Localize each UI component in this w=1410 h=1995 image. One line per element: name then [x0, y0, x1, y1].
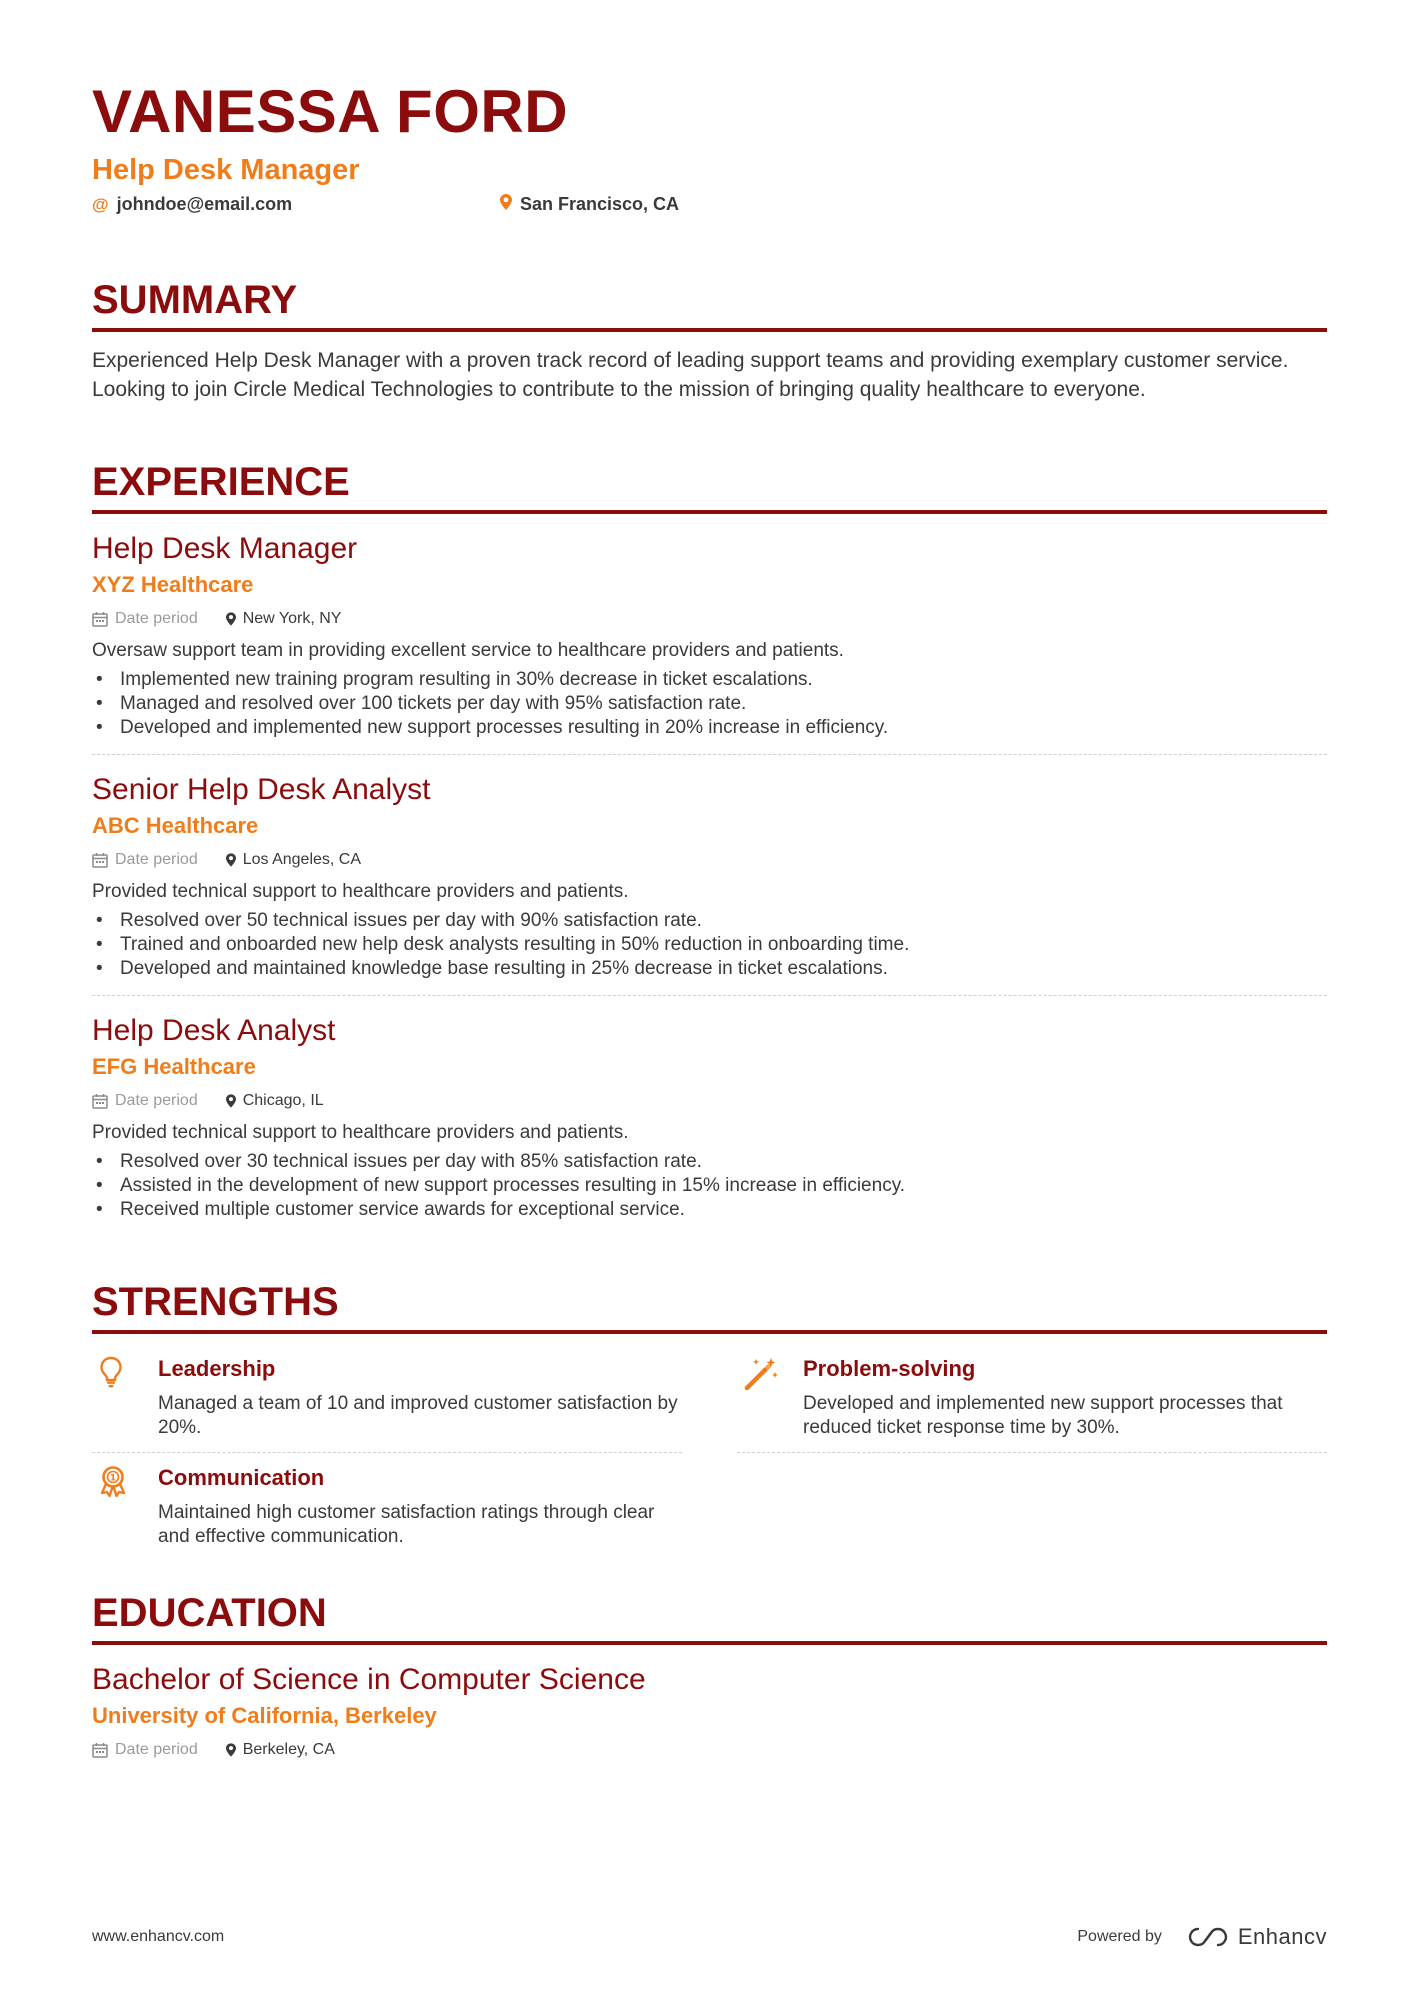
- strength-title: Problem-solving: [803, 1356, 976, 1381]
- list-item: • Developed and maintained knowledge base resulting in 25% decrease in ticket escalations.: [96, 958, 888, 979]
- enhancv-logo-icon: [1186, 1925, 1230, 1949]
- education-meta: [92, 1739, 1327, 1761]
- contact-row: [92, 190, 1327, 224]
- summary-text: Experienced Help Desk Manager with a proven track record of leading support teams and providing exemplary customer service. Looking to join Circle Medical Technologies to contribute to the mission of bringing quality healthcare to everyone.: [92, 349, 1289, 401]
- job-entry: [92, 755, 1327, 996]
- list-item: • Implemented new training program resulting in 30% decrease in ticket escalations.: [96, 669, 813, 690]
- bullet-text: Assisted in the development of new support processes resulting in 15% increase in efficiency.: [120, 1175, 906, 1196]
- list-item: • Received multiple customer service awards for exceptional service.: [96, 1199, 685, 1220]
- location-text: Berkeley, CA: [242, 1741, 335, 1758]
- map-pin-icon: [226, 1743, 236, 1757]
- bullet-text: Developed and maintained knowledge base resulting in 25% decrease in ticket escalations.: [120, 958, 888, 979]
- strengths-grid: [92, 1348, 1327, 1561]
- strength-description: Managed a team of 10 and improved customer satisfaction by 20%.: [158, 1393, 678, 1438]
- map-pin-icon: [226, 853, 236, 867]
- list-item: • Resolved over 30 technical issues per day with 85% satisfaction rate.: [96, 1151, 702, 1172]
- date-period: [92, 610, 198, 628]
- job-entry: [92, 514, 1327, 755]
- job-description: Oversaw support team in providing excellent service to healthcare providers and patients.: [92, 640, 844, 661]
- bullet-text: Implemented new training program resulting in 30% decrease in ticket escalations.: [120, 669, 813, 690]
- bullet-text: Trained and onboarded new help desk analysts resulting in 50% reduction in onboarding time.: [120, 934, 910, 955]
- summary-heading: SUMMARY: [92, 278, 298, 322]
- job-meta: [92, 608, 1327, 630]
- map-pin-icon: [226, 612, 236, 626]
- date-text: Date period: [115, 1741, 198, 1758]
- list-item: • Assisted in the development of new support processes resulting in 15% increase in efficiency.: [96, 1175, 906, 1196]
- calendar-icon: [92, 1742, 108, 1758]
- resume-content: [92, 76, 1327, 1761]
- job-title: Help Desk Analyst: [92, 1014, 336, 1047]
- location-text: San Francisco, CA: [520, 194, 680, 214]
- strengths-heading: STRENGTHS: [92, 1280, 339, 1324]
- section-divider: [92, 1330, 1327, 1334]
- experience-section: [92, 458, 1327, 1236]
- location-text: Los Angeles, CA: [242, 851, 362, 868]
- school-name: University of California, Berkeley: [92, 1703, 437, 1728]
- section-divider: [92, 328, 1327, 332]
- company-name: EFG Healthcare: [92, 1054, 256, 1079]
- list-item: • Trained and onboarded new help desk analysts resulting in 50% reduction in onboarding time.: [96, 934, 910, 955]
- strength-description: Developed and implemented new support processes that reduced ticket response time by 30%.: [803, 1393, 1283, 1438]
- award-medal-icon: [92, 1463, 158, 1549]
- company-name: ABC Healthcare: [92, 813, 259, 838]
- bullet-text: Managed and resolved over 100 tickets per day with 95% satisfaction rate.: [120, 693, 747, 714]
- strength-item: [737, 1348, 1327, 1453]
- achievement-list: [92, 668, 1327, 740]
- contact-location: [500, 194, 679, 215]
- footer: [92, 1922, 1327, 1952]
- lightbulb-icon: [92, 1354, 158, 1440]
- job-meta: [92, 1090, 1327, 1112]
- svg-text:1: 1: [109, 1473, 117, 1484]
- bullet-text: Received multiple customer service awards for exceptional service.: [120, 1199, 685, 1220]
- strength-title: Leadership: [158, 1356, 276, 1381]
- date-period: [92, 1092, 198, 1110]
- candidate-name: VANESSA FORD: [92, 78, 569, 145]
- job-meta: [92, 849, 1327, 871]
- education-heading: EDUCATION: [92, 1591, 327, 1635]
- header: [92, 76, 1327, 224]
- job-title: Help Desk Manager: [92, 532, 358, 565]
- strengths-section: [92, 1278, 1327, 1561]
- bullet-text: Resolved over 30 technical issues per day with 85% satisfaction rate.: [120, 1151, 702, 1172]
- summary-section: [92, 276, 1327, 404]
- footer-site-link[interactable]: www.enhancv.com: [92, 1928, 225, 1945]
- list-item: • Resolved over 50 technical issues per day with 90% satisfaction rate.: [96, 910, 702, 931]
- date-text: Date period: [115, 1092, 198, 1109]
- job-location: [226, 1092, 324, 1110]
- map-pin-icon: [226, 1094, 236, 1108]
- date-period: [92, 851, 198, 869]
- candidate-title: Help Desk Manager: [92, 154, 360, 186]
- education-location: [226, 1741, 335, 1759]
- date-text: Date period: [115, 851, 198, 868]
- contact-email[interactable]: [92, 194, 292, 215]
- date-text: Date period: [115, 610, 198, 627]
- calendar-icon: [92, 852, 108, 868]
- bullet-text: Resolved over 50 technical issues per day with 90% satisfaction rate.: [120, 910, 702, 931]
- magic-wand-icon: [737, 1354, 803, 1440]
- strength-title: Communication: [158, 1465, 325, 1490]
- at-icon: @: [92, 194, 109, 214]
- job-title: Senior Help Desk Analyst: [92, 773, 431, 806]
- job-entry: [92, 996, 1327, 1236]
- strength-item: [92, 1348, 682, 1453]
- job-description: Provided technical support to healthcare providers and patients.: [92, 1122, 629, 1143]
- calendar-icon: [92, 611, 108, 627]
- bullet-text: Developed and implemented new support processes resulting in 20% increase in efficiency.: [120, 717, 889, 738]
- company-name: XYZ Healthcare: [92, 572, 254, 597]
- brand-name: Enhancv: [1237, 1924, 1327, 1949]
- achievement-list: [92, 1150, 1327, 1222]
- location-text: Chicago, IL: [242, 1092, 324, 1109]
- powered-by-label: Powered by: [1077, 1928, 1162, 1945]
- location-text: New York, NY: [242, 610, 342, 627]
- map-pin-icon: [500, 194, 512, 215]
- powered-by: [1077, 1924, 1327, 1950]
- job-location: [226, 851, 361, 869]
- job-location: [226, 610, 342, 628]
- date-period: [92, 1741, 198, 1759]
- calendar-icon: [92, 1093, 108, 1109]
- job-description: Provided technical support to healthcare providers and patients.: [92, 881, 629, 902]
- experience-heading: EXPERIENCE: [92, 460, 350, 504]
- strength-item: [92, 1457, 682, 1561]
- achievement-list: [92, 909, 1327, 981]
- list-item: • Managed and resolved over 100 tickets per day with 95% satisfaction rate.: [96, 693, 747, 714]
- degree-title: Bachelor of Science in Computer Science: [92, 1663, 646, 1696]
- email-text: johndoe@email.com: [116, 194, 293, 214]
- list-item: • Developed and implemented new support processes resulting in 20% increase in efficiency.: [96, 717, 889, 738]
- education-entry: [92, 1645, 1327, 1761]
- education-section: [92, 1589, 1327, 1761]
- strength-description: Maintained high customer satisfaction ratings through clear and effective communication.: [158, 1502, 655, 1547]
